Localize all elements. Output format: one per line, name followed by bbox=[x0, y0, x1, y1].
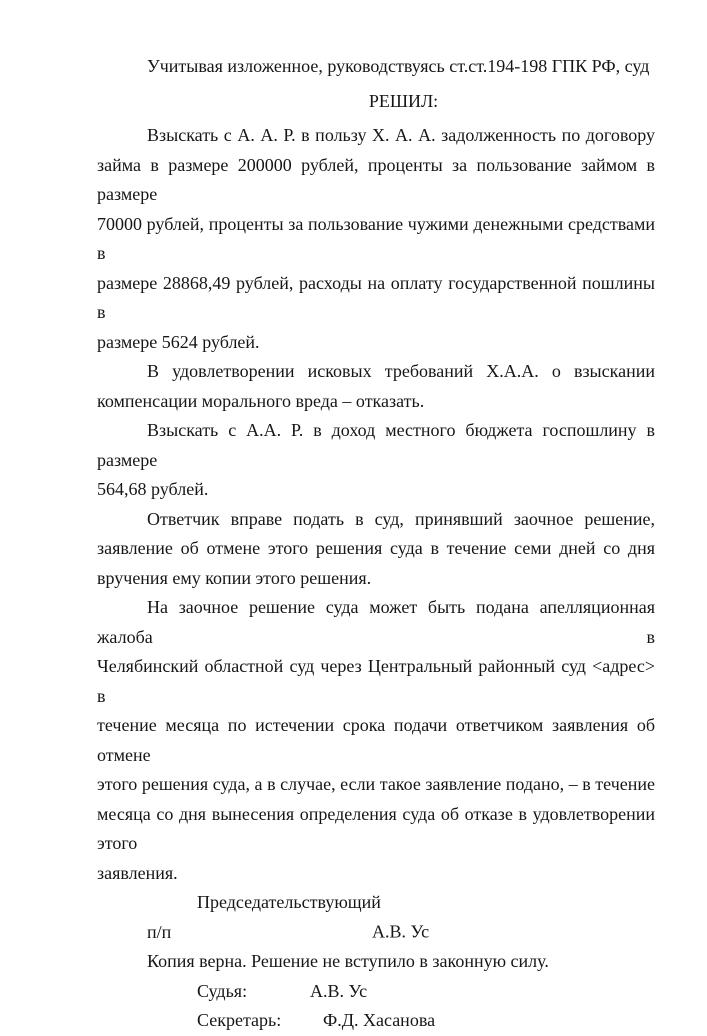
text-line: вручения ему копии этого решения. bbox=[97, 567, 372, 588]
text-line: течение месяца по истечении срока подачи ответчиком заявления об отмене bbox=[97, 715, 655, 765]
text-line: заявление об отмене этого решения суда в течение семи дней со дня bbox=[97, 538, 655, 558]
text-line: На заочное решение суда может быть подана апелляционная жалоба в bbox=[97, 597, 655, 647]
text-line: Ответчик вправе подать в суд, принявший заочное решение, bbox=[147, 508, 655, 529]
signature-role-label: Председательствующий п/п bbox=[147, 892, 381, 942]
text-line: Взыскать с А. А. Р. в пользу Х. А. А. задолженность по договору bbox=[147, 125, 655, 145]
signature-line bbox=[97, 888, 655, 947]
signature-name: А.В. Ус bbox=[372, 921, 430, 942]
signature-role-label: Секретарь: bbox=[197, 1010, 282, 1030]
text-line: месяца со дня вынесения определения суда об отказе в удовлетворении этого bbox=[97, 803, 655, 853]
resolution-heading: РЕШИЛ: bbox=[368, 90, 439, 111]
text-line: Учитывая изложенное, руководствуясь ст.ст.194-198 ГПК РФ, суд bbox=[147, 56, 650, 76]
signature-name: А.В. Ус bbox=[310, 980, 368, 1001]
text-line: Взыскать с А.А. Р. в доход местного бюджета госпошлину в размере bbox=[97, 420, 655, 470]
text-line: этого решения суда, а в случае, если такое заявление подано, – в течение bbox=[97, 774, 655, 794]
signature-role-label: Судья: bbox=[197, 980, 248, 1001]
text-line: Челябинский областной суд через Центральный районный суд <адрес> в bbox=[97, 656, 655, 706]
signature-line bbox=[97, 1006, 655, 1036]
text-line: размере 5624 рублей. bbox=[97, 331, 260, 352]
text-line: 564,68 рублей. bbox=[97, 479, 209, 499]
text-line: В удовлетворении исковых требований Х.А.А. о взыскании bbox=[147, 361, 655, 381]
signature-name: Ф.Д. Хасанова bbox=[323, 1010, 436, 1030]
text-line: размере 28868,49 рублей, расходы на оплату государственной пошлины в bbox=[97, 272, 655, 322]
text-line: займа в размере 200000 рублей, проценты за пользование займом в размере bbox=[97, 154, 655, 204]
text-line: 70000 рублей, проценты за пользование чужими денежными средствами в bbox=[97, 213, 655, 263]
text-line: Копия верна. Решение не вступило в законную силу. bbox=[147, 951, 549, 971]
document-body bbox=[97, 52, 655, 1036]
text-line: заявления. bbox=[97, 862, 178, 883]
signature-line bbox=[97, 977, 655, 1007]
text-line: компенсации морального вреда – отказать. bbox=[97, 390, 425, 411]
